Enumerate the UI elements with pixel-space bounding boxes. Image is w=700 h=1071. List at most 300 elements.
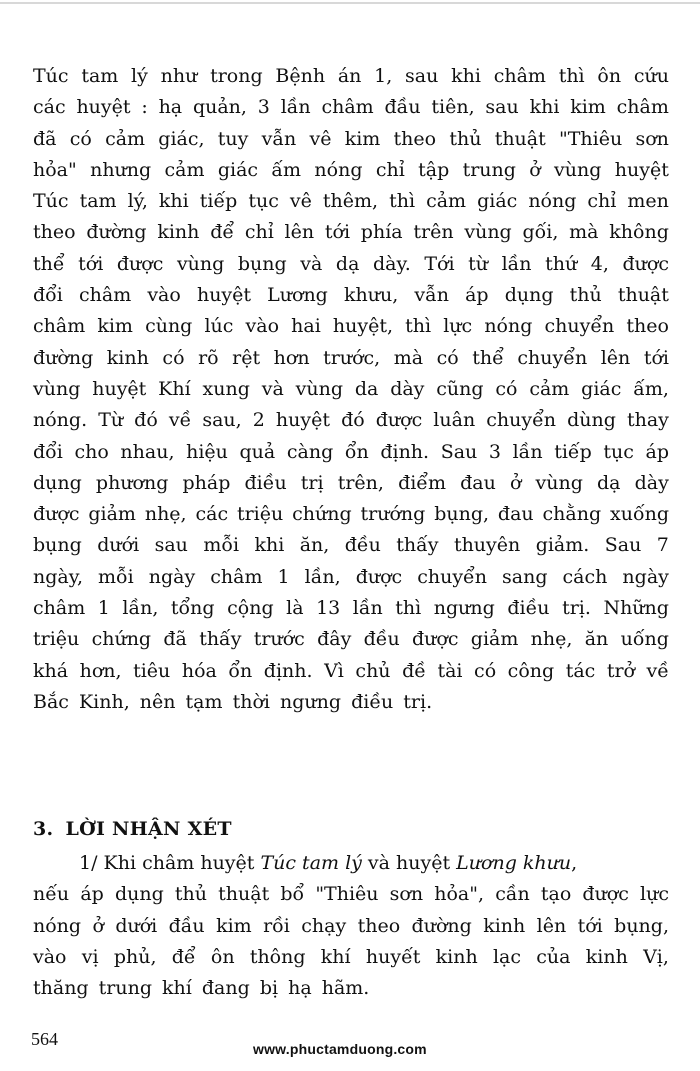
word: hỏa" <box>33 158 77 181</box>
word: lần <box>280 96 311 119</box>
word: ấm <box>271 158 302 181</box>
word: đã <box>163 628 187 651</box>
word: ở <box>509 471 522 494</box>
word: dày <box>634 471 669 494</box>
word: từ <box>468 252 488 275</box>
word: quả <box>239 440 276 463</box>
word: có <box>495 377 518 400</box>
section-number: 3. <box>33 818 54 840</box>
word: huyệt <box>196 284 252 307</box>
word: ăn, <box>299 534 330 557</box>
word: huyệt, <box>332 315 394 338</box>
text-line <box>33 159 669 190</box>
word: có <box>69 127 92 150</box>
text-line <box>33 691 669 722</box>
text-line <box>33 883 669 914</box>
word: kinh <box>585 945 628 968</box>
word: đường <box>33 346 94 369</box>
word: tiêu <box>133 659 171 682</box>
word: công <box>507 659 555 682</box>
word: chỉ <box>375 158 405 181</box>
word: tuy <box>217 127 249 150</box>
word: theo <box>626 315 669 338</box>
word: áp <box>80 883 104 906</box>
word: kim <box>216 914 252 937</box>
word: đó <box>341 409 365 432</box>
word: dày. <box>373 252 411 275</box>
remark-lines <box>33 883 669 1008</box>
page-top-edge <box>0 2 700 4</box>
word: trước <box>253 628 305 651</box>
word: đường <box>86 221 147 244</box>
word: đổi <box>33 440 63 463</box>
word: có <box>474 659 497 682</box>
word: Tới <box>424 252 455 275</box>
word: theo <box>357 914 401 937</box>
word: pháp <box>182 471 231 494</box>
word: được <box>355 565 403 588</box>
text-line <box>33 253 669 284</box>
word: điều <box>507 597 550 620</box>
remark-first-line <box>33 852 669 883</box>
word: sang <box>502 565 548 588</box>
word: nhưng <box>90 158 152 181</box>
text-line <box>33 409 669 440</box>
word: trướng <box>360 503 426 526</box>
word: định. <box>263 659 313 682</box>
word: huyết <box>365 945 421 968</box>
word: lần, <box>304 565 341 588</box>
word: phương <box>95 471 169 494</box>
word: về <box>646 659 669 682</box>
word: bụng <box>237 252 287 275</box>
word: theo <box>393 127 437 150</box>
word: ăn <box>584 628 609 651</box>
word: thứ <box>545 252 578 275</box>
word: rõ <box>198 346 219 369</box>
word: tục <box>248 190 279 213</box>
word: nóng. <box>33 409 88 432</box>
word: càng <box>286 440 334 463</box>
word: châm <box>493 65 546 87</box>
word: hạ <box>158 96 183 119</box>
word: 7 <box>656 534 669 557</box>
word: thuật <box>494 127 546 150</box>
word: kim <box>570 96 606 119</box>
word: thì <box>389 190 416 213</box>
word: thuật <box>218 883 270 906</box>
word: vùng <box>535 471 583 494</box>
section-title: LỜI NHẬN XÉT <box>65 818 232 840</box>
word: để <box>171 945 196 968</box>
word: Vị, <box>643 945 669 968</box>
word: giác <box>477 190 518 213</box>
word: được <box>412 628 459 651</box>
word: đường <box>411 914 472 937</box>
word: hơn <box>273 346 310 369</box>
word: vẫn <box>414 284 449 307</box>
word: áp <box>645 440 669 463</box>
word: huyệt <box>275 409 331 432</box>
word: tiếp <box>199 190 238 213</box>
word: đầu <box>384 96 421 119</box>
word: 2 <box>252 409 265 432</box>
word: châm <box>33 315 86 338</box>
word: 1 <box>97 597 110 620</box>
word: về <box>168 409 192 432</box>
word: cách <box>562 565 608 588</box>
word: da <box>354 377 379 400</box>
word: châm <box>616 96 669 119</box>
text-line <box>33 597 669 628</box>
word: trị. <box>562 597 591 620</box>
text-line <box>33 977 669 1008</box>
word: ổn <box>228 659 253 682</box>
word: mỗi <box>203 534 240 557</box>
word: tam <box>81 65 119 87</box>
line-text: Bắc Kinh, nên tạm thời ngưng điều trị. <box>33 690 433 713</box>
text-line <box>33 946 669 977</box>
text-line <box>33 221 669 252</box>
line-text: thăng trung khí đang bị hạ hãm. <box>33 977 370 1000</box>
word: đó <box>134 409 158 432</box>
word: điều <box>244 471 287 494</box>
word: dụng <box>33 471 82 494</box>
word: Túc <box>33 190 69 213</box>
word: cần <box>495 883 530 906</box>
text-line <box>33 347 669 378</box>
word: nhẹ, <box>530 628 573 651</box>
word: và <box>300 252 323 275</box>
word: tới <box>577 914 603 937</box>
word: lý <box>131 65 148 87</box>
word: phủ, <box>113 945 157 968</box>
word: các <box>195 503 229 526</box>
word: giảm <box>470 628 519 651</box>
word: để <box>210 221 235 244</box>
word: Những <box>603 597 669 620</box>
word: nóng <box>484 315 533 338</box>
text-line <box>33 128 669 159</box>
word: lên <box>284 221 315 244</box>
website-footer: www.phuctamduong.com <box>253 1041 427 1057</box>
word: hai <box>291 315 321 338</box>
word: nóng <box>528 190 577 213</box>
word: giảm. <box>535 534 590 557</box>
word: như <box>160 65 198 87</box>
remark-text-2: và huyệt <box>361 852 457 874</box>
word: kinh <box>435 945 478 968</box>
word: vùng <box>554 158 602 181</box>
word: thì <box>405 315 432 338</box>
word: được <box>33 503 80 526</box>
word: giác <box>217 158 259 181</box>
word: khí <box>320 945 351 968</box>
remark-italic-term-1: Túc tam lý <box>260 852 362 874</box>
word: lạc <box>492 945 522 968</box>
word: "Thiêu <box>559 127 623 150</box>
word: Túc <box>33 65 69 87</box>
word: lần <box>512 440 543 463</box>
word: châm <box>78 284 132 307</box>
word: xung <box>202 377 250 400</box>
word: điểm <box>398 471 447 494</box>
word: lên <box>536 914 567 937</box>
word: được <box>582 883 629 906</box>
word: vào <box>33 945 67 968</box>
word: tác <box>565 659 596 682</box>
word: giảm <box>88 503 136 526</box>
word: khi <box>451 65 481 87</box>
word: 1, <box>374 65 393 87</box>
word: dưới <box>115 914 158 937</box>
word: trên <box>413 221 454 244</box>
word: dụng <box>114 883 164 906</box>
word: thấy <box>396 534 439 557</box>
word: cảm <box>164 158 205 181</box>
word: chuyển <box>486 409 557 432</box>
word: có <box>162 346 185 369</box>
text-line <box>33 441 669 472</box>
word: cứu <box>633 65 669 87</box>
word: chuyển <box>544 315 615 338</box>
word: sơn <box>635 127 669 150</box>
word: thấy <box>199 628 242 651</box>
word: của <box>536 945 571 968</box>
word: châm <box>33 597 86 620</box>
word: chứng <box>91 628 152 651</box>
word: luân <box>433 409 476 432</box>
word: vê <box>309 127 332 150</box>
word: thủ <box>174 883 208 906</box>
word: trước, <box>323 346 381 369</box>
word: nếu <box>33 883 70 906</box>
word: trong <box>210 65 263 87</box>
word: nhẹ, <box>144 503 187 526</box>
word: vào <box>245 315 280 338</box>
word: thuật <box>617 284 669 307</box>
word: sau <box>405 65 439 87</box>
word: thủ <box>449 127 482 150</box>
word: tổng <box>170 597 215 620</box>
word: thay <box>626 409 669 432</box>
word: đau <box>460 471 496 494</box>
word: là <box>286 597 304 620</box>
word: được <box>116 252 164 275</box>
word: thuyên <box>453 534 521 557</box>
word: quản, <box>192 96 247 119</box>
word: lần <box>352 597 383 620</box>
word: trên, <box>337 471 384 494</box>
word: tiếp <box>554 440 592 463</box>
word: tới <box>78 252 104 275</box>
word: kinh <box>157 221 200 244</box>
word: chuyển <box>417 565 487 588</box>
word: chạy <box>301 914 347 937</box>
text-line <box>33 190 669 221</box>
word: đều <box>344 534 381 557</box>
word: bụng <box>33 534 82 557</box>
word: đã <box>33 127 57 150</box>
word: thủ <box>569 284 602 307</box>
word: huyệt <box>76 96 131 119</box>
word: án <box>337 65 362 87</box>
word: đây <box>317 628 352 651</box>
word: sơn <box>389 883 424 906</box>
word: tới <box>643 346 669 369</box>
word: bụng, <box>434 503 490 526</box>
word: cảm <box>529 377 570 400</box>
word: châm <box>210 565 263 588</box>
word: Bệnh <box>275 65 326 87</box>
word: vê <box>289 190 312 213</box>
word: có <box>436 346 459 369</box>
word: Vì <box>324 659 344 682</box>
page-number: 564 <box>31 1029 58 1049</box>
word: phía <box>360 221 403 244</box>
word: dụng <box>504 284 554 307</box>
word: khi <box>254 534 285 557</box>
word: "Thiêu <box>315 883 379 906</box>
word: theo <box>33 221 76 244</box>
word: ngưng <box>433 597 495 620</box>
word: dùng <box>567 409 616 432</box>
word: tiên, <box>431 96 475 119</box>
word: và <box>261 377 284 400</box>
text-line <box>33 472 669 503</box>
remark-italic-term-2: Lương khưu <box>456 852 572 874</box>
text-line <box>33 96 669 127</box>
word: ngày <box>148 565 196 588</box>
word: hiệu <box>186 440 228 463</box>
word: xuống <box>610 503 669 526</box>
word: huyệt <box>614 158 669 181</box>
word: Sau <box>440 440 478 463</box>
word: thông <box>249 945 306 968</box>
word: trung <box>462 158 516 181</box>
word: triệu <box>236 503 284 526</box>
text-line <box>33 660 669 691</box>
word: bụng, <box>614 914 669 937</box>
word: được <box>375 409 423 432</box>
word: ấm, <box>633 377 669 400</box>
word: cảm <box>105 127 146 150</box>
word: mỗi <box>98 565 134 588</box>
word: Lương <box>267 284 328 307</box>
word: ôn <box>210 945 235 968</box>
word: 1 <box>277 565 290 588</box>
word: tam <box>79 190 117 213</box>
word: 13 <box>316 597 341 620</box>
word: mà <box>569 221 599 244</box>
word: các <box>33 96 66 119</box>
word: lên <box>600 346 631 369</box>
word: thì <box>395 597 422 620</box>
word: 3 <box>488 440 501 463</box>
paragraph-continued <box>33 65 669 722</box>
word: đề <box>402 659 426 682</box>
text-line <box>33 534 669 565</box>
word: dưới <box>97 534 140 557</box>
word: lần <box>501 252 532 275</box>
word: vị <box>81 945 99 968</box>
word: uống <box>620 628 669 651</box>
word: ngày, <box>33 565 83 588</box>
word: huyệt <box>92 377 147 400</box>
word: ổn <box>344 440 369 463</box>
word: rồi <box>263 914 290 937</box>
word: tục <box>603 440 634 463</box>
word: ở <box>529 158 541 181</box>
word: ở <box>92 914 104 937</box>
word: 3 <box>257 96 270 119</box>
word: giác, <box>158 127 205 150</box>
word: Từ <box>98 409 124 432</box>
text-line <box>33 65 669 96</box>
word: chằng <box>542 503 602 526</box>
word: dạ <box>335 252 360 275</box>
word: khưu, <box>343 284 399 307</box>
word: vùng <box>464 221 512 244</box>
word: lý, <box>127 190 148 213</box>
word: hóa <box>181 659 217 682</box>
word: trở <box>606 659 635 682</box>
word: cộng <box>227 597 274 620</box>
word: cùng <box>145 315 193 338</box>
word: trị <box>300 471 324 494</box>
word: ngày <box>622 565 669 588</box>
remark-text-3: , <box>571 852 578 874</box>
word: tới <box>324 221 351 244</box>
word: thể <box>472 346 504 369</box>
word: đau <box>497 503 534 526</box>
word: khi <box>158 190 189 213</box>
word: kinh <box>106 346 149 369</box>
word: tập <box>418 158 450 181</box>
word: 4, <box>590 252 609 275</box>
word: đầu <box>168 914 205 937</box>
word: triệu <box>33 628 80 651</box>
word: kinh <box>483 914 526 937</box>
word: kim <box>97 315 133 338</box>
word: nóng <box>33 914 82 937</box>
word: vẫn <box>261 127 297 150</box>
remark-text-1: 1/ Khi châm huyệt <box>79 852 261 874</box>
word: chỉ <box>587 190 617 213</box>
word: áp <box>465 284 489 307</box>
word: kim <box>344 127 381 150</box>
word: thì <box>558 65 585 87</box>
word: dạ <box>597 471 621 494</box>
word: lực <box>443 315 473 338</box>
word: khi <box>529 96 560 119</box>
text-line <box>33 503 669 534</box>
word: ôn <box>597 65 622 87</box>
word: vào <box>147 284 181 307</box>
word: rệt <box>232 346 261 369</box>
word: Sau <box>604 534 642 557</box>
word: giác <box>581 377 622 400</box>
word: chuyển <box>517 346 588 369</box>
word: dày <box>390 377 425 400</box>
word: sau <box>154 534 188 557</box>
word: thể <box>33 252 65 275</box>
text-line <box>33 284 669 315</box>
word: hơn, <box>79 659 122 682</box>
word: vùng <box>176 252 225 275</box>
word: vùng <box>33 377 81 400</box>
word: định. <box>380 440 430 463</box>
